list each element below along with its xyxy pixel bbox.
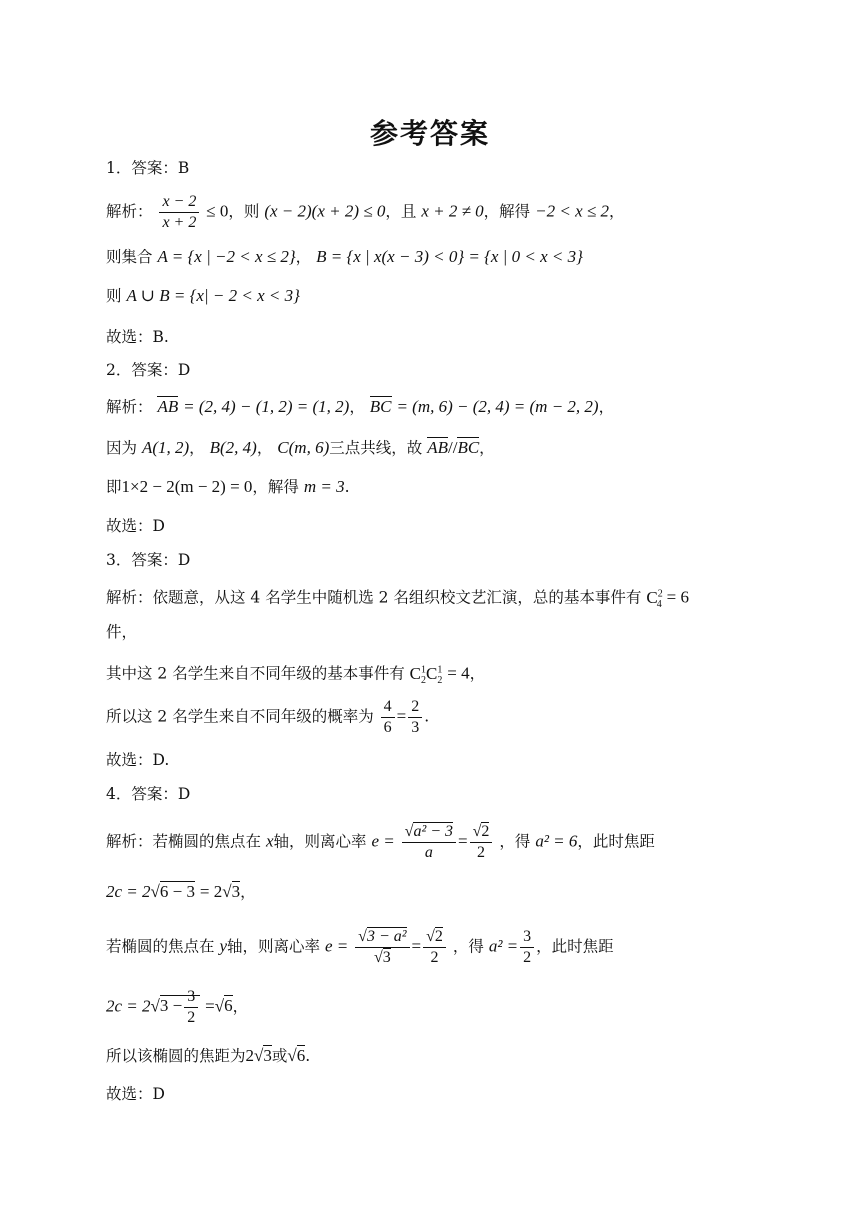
q2-line-2 [106, 438, 495, 458]
parallel-symbol: // [447, 438, 458, 457]
text: ， [608, 202, 625, 221]
math: = (m, 6) − (2, 4) = (m − 2, 2) [396, 397, 599, 416]
math: B(2, 4) [209, 438, 257, 457]
math: A(1, 2) [141, 438, 190, 457]
fraction: $\frac{3}{2}$ [520, 927, 534, 968]
math: = (2, 4) − (1, 2) = (1, 2) [183, 397, 350, 416]
math: ≤ 0 [206, 201, 229, 221]
math: a² = 6 [535, 831, 578, 851]
radical: 6 [296, 1046, 306, 1065]
text: ，解得 [483, 202, 531, 221]
vector-bc: BC [369, 397, 392, 416]
text: ，且 [385, 202, 417, 221]
page-title: 参考答案 [369, 117, 490, 150]
q2-line-1 [106, 397, 614, 417]
q1-line-2 [106, 247, 583, 267]
q4-line-1 [106, 822, 655, 863]
q4-answer: 4．答案：D [106, 785, 191, 803]
q1-answer: 1．答案：B [106, 159, 190, 177]
math: 2 [245, 1046, 255, 1065]
vector-bc: BC [457, 438, 480, 457]
q4-choice: 故选：D [106, 1085, 165, 1103]
text: 则集合 [106, 248, 153, 266]
q3-line-1 [106, 584, 689, 615]
text: 即 [106, 478, 122, 496]
fraction: $\frac{\text{√a² − 3}}{a}$ [402, 822, 456, 863]
math: = [396, 706, 407, 726]
text: ，得 [499, 832, 531, 851]
text: 三点共线，故 [329, 439, 423, 457]
math: y [219, 936, 227, 956]
text: ， [349, 398, 365, 416]
text: ，解得 [252, 478, 299, 496]
q1-line-3 [106, 286, 300, 306]
math: (x − 2)(x + 2) ≤ 0 [264, 201, 386, 221]
text: 解析：若椭圆的焦点在 [106, 832, 262, 851]
text: ， [189, 439, 205, 457]
text: ， [240, 883, 256, 901]
math: C(m, 6) [277, 438, 330, 457]
label-analysis: 解析： [106, 202, 153, 221]
math: 1×2 − 2(m − 2) = 0 [121, 477, 253, 496]
text: ， [479, 439, 495, 457]
fraction: $\frac{2}{3}$ [408, 697, 422, 738]
math: x [265, 831, 274, 851]
math: −2 < x ≤ 2 [535, 201, 609, 221]
math: e = [324, 936, 349, 956]
text: ，则 [228, 202, 260, 221]
radical: 6 [224, 996, 233, 1016]
math: = [458, 831, 468, 851]
q3-line-4 [106, 697, 429, 738]
math: = [411, 936, 422, 956]
q3-line-2: 件， [106, 623, 138, 641]
fraction: $\frac{√2}{2}$ [423, 927, 446, 968]
math: = 4 [447, 663, 470, 683]
fraction: $\frac{√2}{2}$ [470, 822, 493, 863]
q4-line-4: 2c = 2√3 − $\frac{3}{2}$ =√6， [106, 988, 249, 1026]
q4-line-2: 2c = 2√6 − 3 = 2√3， [106, 882, 256, 901]
math: e = [371, 831, 395, 851]
text: 所以该椭圆的焦距为 [106, 1047, 246, 1065]
math: 2c = 2 [106, 996, 151, 1016]
fraction: $\frac{\text{√3 − a²}}{√3}$ [355, 927, 409, 968]
math: m = 3 [303, 477, 345, 496]
radical: 3 [263, 1046, 272, 1065]
math: B = {x | x(x − 3) < 0} = {x | 0 < x < 3} [316, 247, 583, 266]
text: ， [232, 997, 249, 1016]
text: ，得 [452, 937, 484, 956]
text: ， [295, 248, 312, 266]
q2-line-3 [106, 477, 350, 497]
q4-line-3 [106, 927, 614, 968]
radical: 6 − 3 [159, 882, 195, 901]
text: ，此时焦距 [536, 937, 614, 956]
label-analysis: 解析： [106, 398, 153, 416]
q1-choice: 故选：B. [106, 328, 169, 346]
q4-line-5: 所以该椭圆的焦距为2√3或√6. [106, 1046, 311, 1065]
radical: √3 − $\frac{3}{2}$ [151, 995, 201, 1015]
math: = 2 [199, 882, 223, 901]
fraction: $\frac{4}{6}$ [381, 697, 395, 738]
q3-line-3 [106, 660, 485, 691]
math: A ∪ B = {x| − 2 < x < 3} [126, 286, 300, 305]
text: ，此时焦距 [577, 832, 655, 851]
q2-choice: 故选：D [106, 517, 165, 535]
text: 所以这 2 名学生来自不同年级的概率为 [106, 707, 374, 726]
fraction: $\frac{x - 2}{x + 2}$ [159, 192, 199, 233]
vector-ab: AB [427, 438, 448, 457]
combination: $C^1_2C^1_2$ [409, 663, 443, 687]
text: 解析：依题意，从这 4 名学生中随机选 2 名组织校文艺汇演，总的基本事件有 [106, 588, 642, 607]
math: a² = [488, 936, 519, 956]
text: 其中这 2 名学生来自不同年级的基本事件有 [106, 664, 405, 683]
text: 或 [271, 1047, 288, 1065]
math: 2c = 2 [106, 882, 151, 901]
math: x + 2 ≠ 0 [421, 201, 484, 221]
text: . [305, 1047, 311, 1065]
text: 轴，则离心率 [273, 832, 367, 851]
text: 因为 [106, 439, 138, 457]
q2-answer: 2．答案：D [106, 361, 191, 379]
radical: 3 [231, 882, 241, 901]
vector-ab: AB [157, 397, 179, 416]
math: = [205, 996, 215, 1016]
text: 轴，则离心率 [227, 937, 321, 956]
text: . [344, 478, 350, 496]
text: 则 [106, 287, 122, 305]
math: A = {x | −2 < x ≤ 2} [157, 247, 296, 266]
text: . [424, 707, 430, 726]
q3-choice: 故选：D. [106, 751, 170, 769]
text: ， [469, 664, 486, 683]
text: ， [256, 439, 273, 457]
text: ， [598, 398, 615, 416]
q1-line-1 [106, 192, 624, 233]
combination: $C^2_4$ [646, 587, 663, 611]
text: 若椭圆的焦点在 [106, 937, 215, 956]
math: = 6 [666, 587, 689, 607]
q3-answer: 3．答案：D [106, 551, 191, 569]
